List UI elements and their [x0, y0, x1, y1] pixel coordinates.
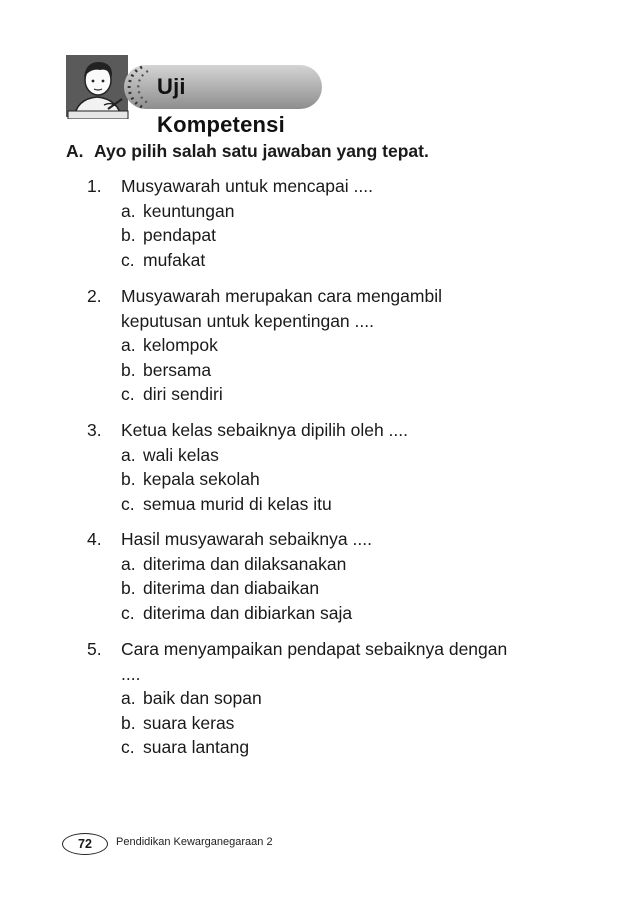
option-text: bersama	[143, 359, 212, 380]
option-c[interactable]	[121, 601, 591, 626]
option-text: wali kelas	[143, 444, 219, 465]
option-letter: c.	[121, 493, 135, 514]
option-letter: b.	[121, 578, 136, 598]
option-c[interactable]	[121, 248, 591, 273]
question-text-line-1: Musyawarah merupakan cara mengambil	[121, 286, 442, 306]
option-letter: c.	[121, 384, 135, 404]
option-text: keuntungan	[143, 200, 235, 221]
option-letter: a.	[121, 553, 136, 574]
page-number-badge: 72	[62, 833, 108, 855]
option-text: diterima dan diabaikan	[143, 578, 320, 598]
section-letter: A.	[66, 141, 84, 161]
option-c[interactable]	[121, 492, 591, 517]
option-letter: c.	[121, 249, 135, 270]
option-a[interactable]	[121, 333, 591, 358]
option-b[interactable]	[121, 576, 591, 601]
question-text: Musyawarah untuk mencapai ....	[121, 176, 373, 196]
option-b[interactable]	[121, 711, 591, 736]
option-letter: b.	[121, 359, 136, 380]
uji-kompetensi-banner	[64, 53, 326, 137]
option-text: suara keras	[143, 712, 235, 733]
option-a[interactable]	[121, 552, 591, 577]
option-text: diterima dan dilaksanakan	[143, 553, 347, 574]
question-text: Ketua kelas sebaiknya dipilih oleh ....	[121, 420, 408, 440]
option-text: kepala sekolah	[143, 469, 260, 489]
option-letter: b.	[121, 469, 136, 489]
option-text: semua murid di kelas itu	[143, 493, 332, 514]
option-a[interactable]	[121, 686, 591, 711]
option-letter: c.	[121, 737, 135, 757]
option-b[interactable]	[121, 223, 591, 248]
question-number: 4.	[87, 529, 102, 549]
question-text-line-2: ....	[121, 663, 141, 684]
question-text: Hasil musyawarah sebaiknya ....	[121, 529, 372, 549]
option-b[interactable]	[121, 358, 591, 383]
page-footer	[62, 830, 322, 858]
student-writing-icon	[64, 53, 130, 119]
option-c[interactable]	[121, 735, 591, 760]
option-text: mufakat	[143, 249, 206, 270]
question-number: 5.	[87, 639, 102, 659]
option-text: suara lantang	[143, 737, 250, 757]
option-letter: b.	[121, 225, 136, 245]
option-letter: a.	[121, 688, 136, 708]
question-number: 1.	[87, 176, 102, 196]
option-letter: a.	[121, 200, 136, 221]
question-text-line-1: Cara menyampaikan pendapat sebaiknya dengan	[121, 639, 508, 659]
section-instruction: Ayo pilih salah satu jawaban yang tepat.	[94, 141, 429, 161]
section-heading	[66, 141, 429, 162]
option-a[interactable]	[121, 443, 591, 468]
book-title: Pendidikan Kewarganegaraan 2	[116, 836, 273, 848]
question-number: 3.	[87, 420, 102, 440]
option-letter: a.	[121, 335, 136, 355]
option-a[interactable]	[121, 199, 591, 224]
option-letter: c.	[121, 602, 135, 623]
option-c[interactable]	[121, 382, 591, 407]
option-text: diterima dan dibiarkan saja	[143, 602, 353, 623]
question-number: 2.	[87, 286, 102, 306]
option-letter: a.	[121, 444, 136, 465]
option-text: pendapat	[143, 225, 216, 245]
option-letter: b.	[121, 712, 136, 733]
option-b[interactable]	[121, 467, 591, 492]
option-text: kelompok	[143, 335, 218, 355]
question-text-line-2: keputusan untuk kepentingan ....	[121, 310, 374, 331]
option-text: diri sendiri	[143, 384, 223, 404]
option-text: baik dan sopan	[143, 688, 262, 708]
banner-title: Uji Kompetensi	[157, 74, 285, 137]
